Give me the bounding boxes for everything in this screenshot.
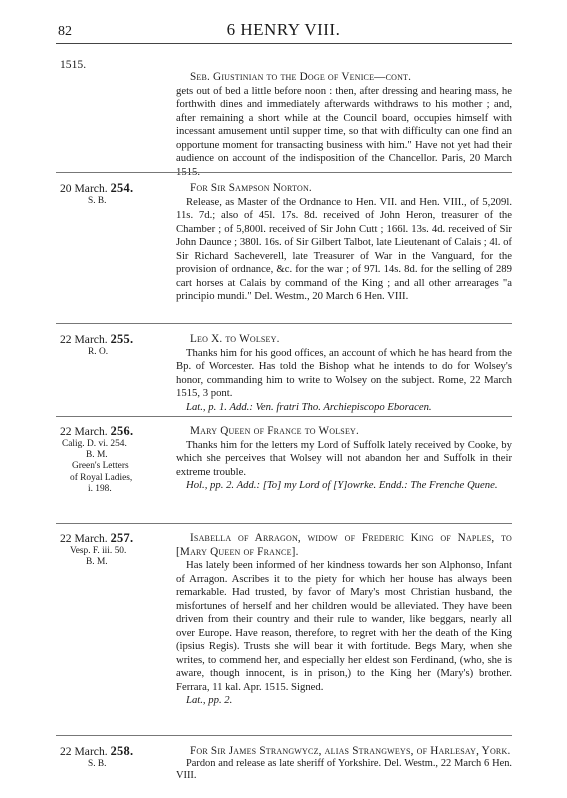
entry-body: [176, 425, 512, 493]
entry-heading: For Sir James Strangwycz, alias Strangweys, of Harlesay, York.: [190, 745, 511, 757]
entry-date: 1515.: [60, 58, 87, 71]
running-header: [0, 20, 567, 40]
entry-body: [176, 745, 512, 783]
entry-note: Lat., p. 1. Add.: Ven. fratri Tho. Archiepiscopo Eboracen.: [186, 400, 432, 413]
entry-body: [176, 71, 512, 179]
entry-number: 255.: [110, 332, 134, 346]
entry-date: 22 March. 258.: [60, 744, 134, 758]
entry-divider: [56, 523, 512, 524]
entry-text: Thanks him for the letters my Lord of Suffolk lately received by Cooke, by which she perceives that Wolsey will not abandon her and Suffolk in their extreme trouble.: [176, 438, 512, 478]
entry-date: 20 March. 254.: [60, 181, 134, 195]
entry-number: 254.: [110, 181, 134, 195]
entry-text: gets out of bed a little before noon : then, after dressing and hearing mass, he forthwith dines and immediately afterwards withdraws to his mother ; and, after remaining a short while at the Council board, occupies himself with incessant amusement until supper time, so that with difficulty can one find an opportune moment for transacting business with him." Have not yet had their audience on account of the indisposition of the Chancellor. Paris, 20 March 1515.: [176, 84, 512, 178]
entry-number: 258.: [110, 744, 134, 758]
entry-text: Release, as Master of the Ordnance to Hen. VII. and Hen. VIII., of 5,209l. 11s. 7d.; also of 45l. 17s. 8d. received of John Heron, treasurer of the Chamber ; of 5,800l. received of Sir John Cutt ; 166l. 13s. 4d. received of Sir John Daunce ; 380l. 16s. of Sir Gilbert Talbot, late Lieutenant of Calais ; 4l. of Sir Richard Sacheverell, late Treasurer of War in the Vanguard, for the provision of ordnance, &c. for the war ; of 97l. 14s. 8d. for the selling of 289 cart horses at Calais by command of the King ; and all other arrearages "a principio mundi." Del. Westm., 20 March 6 Hen. VIII.: [176, 195, 512, 302]
entry-heading: Seb. Giustinian to the Doge of Venice—cont.: [190, 71, 412, 83]
entry-divider: [56, 416, 512, 417]
entry-number: 257.: [110, 531, 134, 545]
entry-number: 256.: [110, 424, 134, 438]
page-number: 82: [58, 24, 72, 39]
entry-source: S. B.: [88, 196, 107, 206]
entry-source: S. B.: [88, 759, 107, 769]
entry-heading: Isabella of Arragon, widow of Frederic King of Naples, to [Mary Queen of France].: [176, 532, 512, 558]
entry-date: 22 March. 257.: [60, 531, 134, 545]
entry-text: Thanks him for his good offices, an account of which he has heard from the Bp. of Worcester. Has told the Bishop what he intends to do for Wolsey's honor, commanding him to write to Wolsey on the subject. Rome, 22 March 1515, 3 pont.: [176, 346, 512, 399]
entry-text: Pardon and release as late sheriff of Yorkshire. Del. Westm., 22 March 6 Hen. VIII.: [176, 757, 512, 781]
entry-divider: [56, 735, 512, 736]
running-title: 6 HENRY VIII.: [226, 20, 341, 39]
entry-body: [176, 333, 512, 414]
entry-heading: Mary Queen of France to Wolsey.: [190, 425, 360, 437]
entry-note: Lat., pp. 2.: [186, 694, 233, 706]
entry-heading: For Sir Sampson Norton.: [190, 182, 312, 194]
entry-body: [176, 182, 512, 304]
entry-body: [176, 532, 512, 708]
entry-source: Vesp. F. iii. 50. B. M.: [70, 546, 127, 568]
entry-date: 22 March. 256.: [60, 424, 134, 438]
entry-heading: Leo X. to Wolsey.: [190, 333, 280, 345]
header-rule: [56, 43, 512, 44]
entry-note: Hol., pp. 2. Add.: [To] my Lord of [Y]owrke. Endd.: The Frenche Quene.: [186, 479, 498, 491]
entry-date: 22 March. 255.: [60, 332, 134, 346]
entry-source: R. O.: [88, 347, 109, 357]
entry-text: Has lately been informed of her kindness towards her son Alphonso, Infant of Arragon. Ascribes it to the piety for which her house has always been remarkable. Had trusted, by favor of Mary's most Christian husband, the misfortunes of herself and her children would be alleviated. They have been driven from their country and their rule to wander, like beggars, nearly all over Europe. Have reason, therefore, to regret with her the death of the King (ipsius Regis). Trusts she will bear it with fortitude. Begs Mary, when she writes, to commend her, and especially her eldest son Ferdinand, (who, she is aware, though innocent, is in prison,) to the King her (Mary's) brother. Ferrara, 11 kal. Apr. 1515. Signed.: [176, 559, 512, 693]
entry-source: Calig. D. vi. 254. B. M. Green's Letters of Royal Ladies, i. 198.: [62, 439, 133, 494]
entry-divider: [56, 323, 512, 324]
entry-divider: [56, 172, 512, 173]
